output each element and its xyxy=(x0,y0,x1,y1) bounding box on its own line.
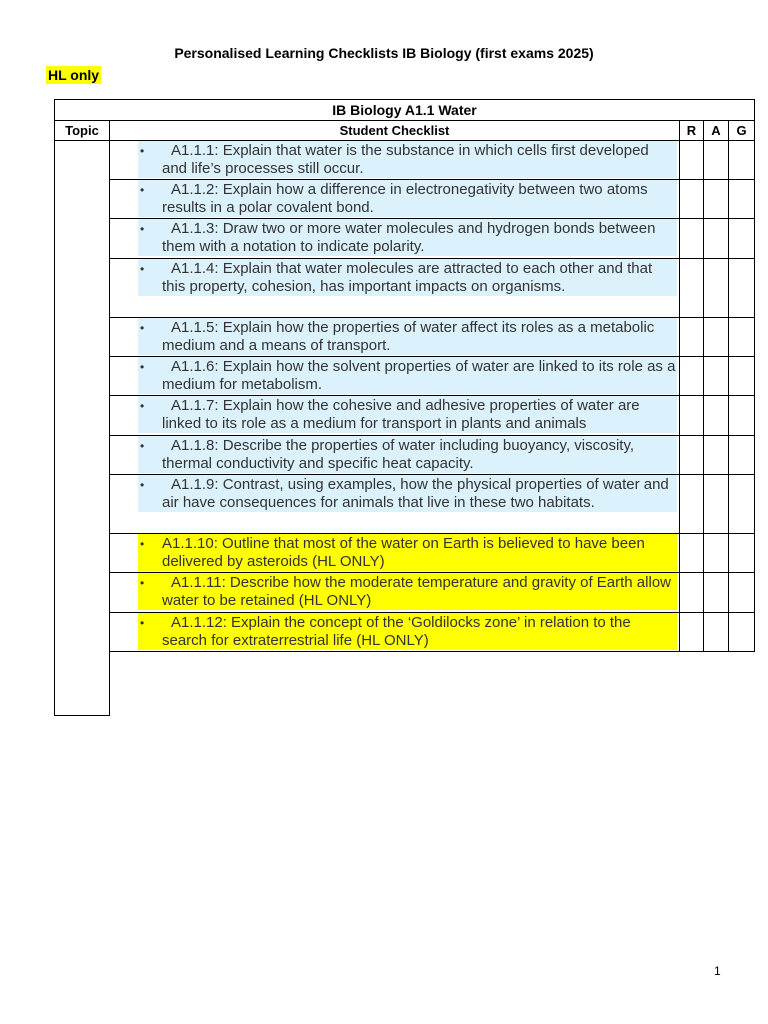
checklist-item-text: A1.1.5: Explain how the properties of water affect its roles as a metabolic medium and a means of transport. xyxy=(162,319,655,354)
checklist-item-text: A1.1.2: Explain how a difference in electronegativity between two atoms results in a polar covalent bond. xyxy=(162,181,648,216)
checklist-item xyxy=(138,180,677,217)
checklist-item-text: A1.1.7: Explain how the cohesive and adhesive properties of water are linked to its role as a medium for transport in plants and animals xyxy=(162,397,640,432)
rag-g-cell[interactable] xyxy=(729,357,755,396)
bullet-icon: • xyxy=(140,321,145,335)
checklist-row xyxy=(55,219,755,259)
checklist-item-cell xyxy=(110,180,680,219)
checklist-item-cell xyxy=(110,259,680,318)
bullet-icon: • xyxy=(140,576,145,590)
rag-a-cell[interactable] xyxy=(704,180,729,219)
checklist-item xyxy=(138,436,677,473)
checklist-item-cell xyxy=(110,219,680,259)
checklist-body xyxy=(55,141,755,716)
rag-a-cell[interactable] xyxy=(704,396,729,436)
rag-a-cell[interactable] xyxy=(704,219,729,259)
checklist-item xyxy=(138,357,677,394)
checklist-item xyxy=(138,318,677,355)
rag-a-cell[interactable] xyxy=(704,475,729,534)
checklist-item xyxy=(138,475,677,512)
bullet-icon: • xyxy=(140,478,145,492)
rag-g-cell[interactable] xyxy=(729,573,755,613)
rag-r-cell[interactable] xyxy=(680,259,704,318)
rag-g-cell[interactable] xyxy=(729,475,755,534)
bullet-icon: • xyxy=(140,439,145,453)
bullet-icon: • xyxy=(140,616,145,630)
checklist-item-text: A1.1.11: Describe how the moderate temperature and gravity of Earth allow water to be retained (HL ONLY) xyxy=(162,574,671,609)
checklist-item-text: A1.1.3: Draw two or more water molecules and hydrogen bonds between them with a notation to indicate polarity. xyxy=(162,220,656,255)
checklist-item-text: A1.1.12: Explain the concept of the ‘Goldilocks zone’ in relation to the search for extraterrestrial life (HL ONLY) xyxy=(162,614,631,649)
checklist-item xyxy=(138,141,677,178)
checklist-row xyxy=(55,436,755,475)
checklist-row xyxy=(55,259,755,318)
rag-a-cell[interactable] xyxy=(704,613,729,652)
rag-g-cell[interactable] xyxy=(729,259,755,318)
rag-r-cell[interactable] xyxy=(680,396,704,436)
bullet-icon: • xyxy=(140,537,145,551)
checklist-row xyxy=(55,357,755,396)
topic-cell xyxy=(55,141,110,716)
rag-r-cell[interactable] xyxy=(680,180,704,219)
rag-g-cell[interactable] xyxy=(729,534,755,573)
checklist-item xyxy=(138,259,677,296)
checklist-row xyxy=(55,573,755,613)
checklist-item-hl xyxy=(138,573,677,610)
rag-r-cell[interactable] xyxy=(680,573,704,613)
hl-only-label: HL only xyxy=(48,67,100,83)
rag-a-cell[interactable] xyxy=(704,573,729,613)
bullet-icon: • xyxy=(140,360,145,374)
checklist-item-text: A1.1.8: Describe the properties of water including buoyancy, viscosity, thermal conductivity and specific heat capacity. xyxy=(162,437,635,472)
checklist-item-cell xyxy=(110,573,680,613)
checklist-item-hl xyxy=(138,613,677,650)
checklist-item xyxy=(138,396,677,433)
checklist-item-cell xyxy=(110,318,680,357)
bullet-icon: • xyxy=(140,262,145,276)
checklist-item-cell xyxy=(110,141,680,180)
page-number: 1 xyxy=(714,964,721,978)
bullet-icon: • xyxy=(140,222,145,236)
checklist-item-cell xyxy=(110,436,680,475)
table-caption: IB Biology A1.1 Water xyxy=(55,100,755,121)
rag-r-cell[interactable] xyxy=(680,357,704,396)
checklist-row xyxy=(55,534,755,573)
checklist-item-text: A1.1.4: Explain that water molecules are attracted to each other and that this property, cohesion, has important impacts on organisms. xyxy=(162,260,653,295)
empty-row xyxy=(55,652,755,716)
rag-r-cell[interactable] xyxy=(680,141,704,180)
bullet-icon: • xyxy=(140,399,145,413)
header-r: R xyxy=(680,121,704,141)
checklist-row xyxy=(55,141,755,180)
checklist-item-cell xyxy=(110,534,680,573)
checklist-item-text: A1.1.1: Explain that water is the substance in which cells first developed and life’s processes still occur. xyxy=(162,142,649,177)
rag-r-cell[interactable] xyxy=(680,436,704,475)
rag-g-cell[interactable] xyxy=(729,180,755,219)
rag-r-cell[interactable] xyxy=(680,534,704,573)
rag-g-cell[interactable] xyxy=(729,141,755,180)
rag-g-cell[interactable] xyxy=(729,219,755,259)
rag-a-cell[interactable] xyxy=(704,318,729,357)
document-title: Personalised Learning Checklists IB Biology (first exams 2025) xyxy=(174,45,594,61)
header-a: A xyxy=(704,121,729,141)
table-caption-row xyxy=(55,100,755,121)
checklist-row xyxy=(55,318,755,357)
rag-a-cell[interactable] xyxy=(704,259,729,318)
checklist-row xyxy=(55,396,755,436)
header-topic: Topic xyxy=(55,121,110,141)
bullet-icon: • xyxy=(140,183,145,197)
checklist-row xyxy=(55,613,755,652)
checklist-item-hl xyxy=(138,534,677,571)
rag-g-cell[interactable] xyxy=(729,613,755,652)
rag-a-cell[interactable] xyxy=(704,141,729,180)
checklist-table xyxy=(54,99,755,716)
header-student-checklist: Student Checklist xyxy=(110,121,680,141)
empty-cell xyxy=(110,652,755,716)
rag-g-cell[interactable] xyxy=(729,318,755,357)
checklist-row xyxy=(55,180,755,219)
rag-g-cell[interactable] xyxy=(729,436,755,475)
rag-a-cell[interactable] xyxy=(704,357,729,396)
checklist-item xyxy=(138,219,677,256)
rag-a-cell[interactable] xyxy=(704,534,729,573)
rag-r-cell[interactable] xyxy=(680,613,704,652)
rag-a-cell[interactable] xyxy=(704,436,729,475)
checklist-item-cell xyxy=(110,475,680,534)
table-header-row xyxy=(55,121,755,141)
bullet-icon: • xyxy=(140,144,145,158)
checklist-item-cell xyxy=(110,613,680,652)
checklist-item-text: A1.1.10: Outline that most of the water on Earth is believed to have been delivered by asteroids (HL ONLY) xyxy=(162,535,645,570)
checklist-row xyxy=(55,475,755,534)
rag-r-cell[interactable] xyxy=(680,219,704,259)
rag-r-cell[interactable] xyxy=(680,475,704,534)
checklist-item-cell xyxy=(110,357,680,396)
checklist-item-text: A1.1.9: Contrast, using examples, how the physical properties of water and air have consequences for animals that live in these two habitats. xyxy=(162,476,669,511)
header-g: G xyxy=(729,121,755,141)
checklist-item-text: A1.1.6: Explain how the solvent properties of water are linked to its role as a medium for metabolism. xyxy=(162,358,676,393)
rag-g-cell[interactable] xyxy=(729,396,755,436)
rag-r-cell[interactable] xyxy=(680,318,704,357)
checklist-item-cell xyxy=(110,396,680,436)
